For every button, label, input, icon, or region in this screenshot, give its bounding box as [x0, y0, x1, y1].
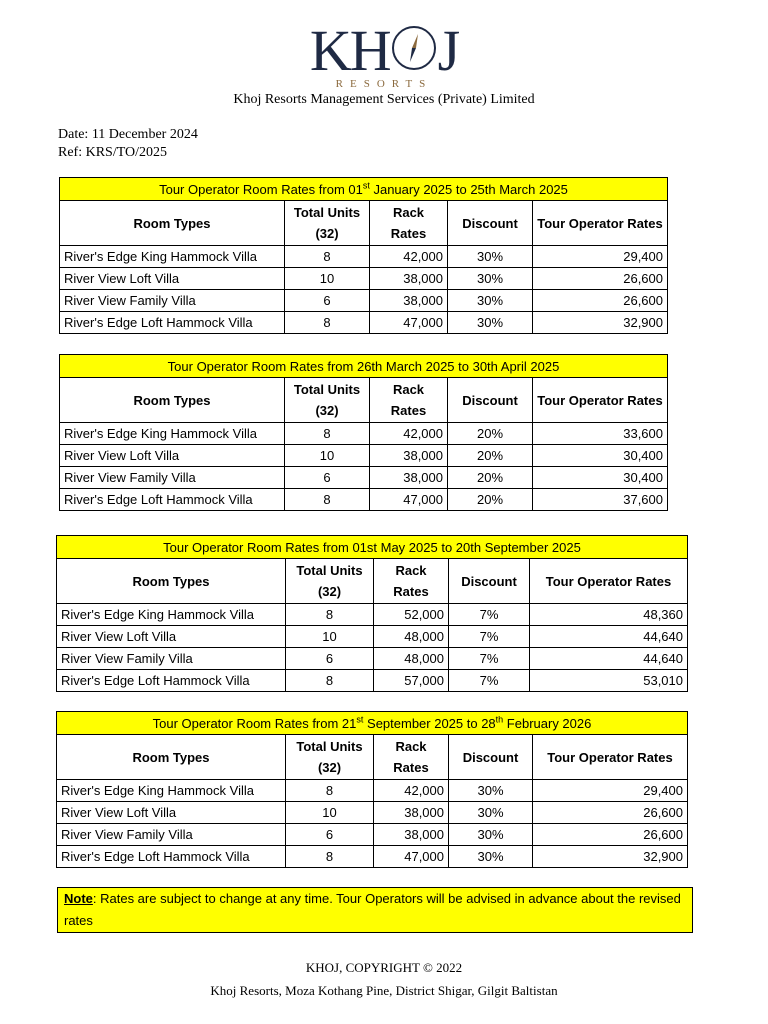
cell-discount: 7% [449, 626, 530, 648]
table-row [57, 670, 688, 692]
cell-units: 10 [286, 802, 374, 824]
logo-wordmark-right: J [437, 18, 459, 83]
table-row [57, 824, 688, 846]
cell-discount: 20% [448, 423, 533, 445]
cell-units: 8 [285, 423, 370, 445]
cell-units: 10 [285, 268, 370, 290]
cell-room-type: River's Edge King Hammock Villa [57, 780, 286, 802]
header-tour-operator-rates: Tour Operator Rates [533, 735, 688, 780]
rates-table-3 [56, 535, 688, 692]
cell-room-type: River's Edge King Hammock Villa [60, 423, 285, 445]
cell-tour-rate: 29,400 [533, 780, 688, 802]
cell-tour-rate: 26,600 [533, 802, 688, 824]
header-room-types: Room Types [57, 735, 286, 780]
cell-room-type: River View Family Villa [57, 824, 286, 846]
header-discount: Discount [448, 378, 533, 423]
cell-rack-rate: 48,000 [374, 648, 449, 670]
cell-discount: 7% [449, 670, 530, 692]
cell-tour-rate: 53,010 [530, 670, 688, 692]
header-discount: Discount [449, 735, 533, 780]
table-row [57, 846, 688, 868]
header-room-types: Room Types [60, 201, 285, 246]
cell-discount: 30% [449, 846, 533, 868]
header-discount: Discount [449, 559, 530, 604]
cell-room-type: River View Loft Villa [57, 802, 286, 824]
cell-discount: 30% [449, 802, 533, 824]
table-row [60, 445, 668, 467]
cell-room-type: River's Edge Loft Hammock Villa [57, 670, 286, 692]
rates-table-2 [59, 354, 668, 511]
table-row [57, 604, 688, 626]
cell-rack-rate: 52,000 [374, 604, 449, 626]
company-name: Khoj Resorts Management Services (Private) Limited [233, 92, 535, 107]
cell-tour-rate: 32,900 [533, 846, 688, 868]
rates-table-4 [56, 711, 688, 868]
cell-rack-rate: 38,000 [370, 290, 448, 312]
header-rack-rates: Rack Rates [374, 735, 449, 780]
rates-table-1 [59, 177, 668, 334]
table-row [60, 312, 668, 334]
table-title: Tour Operator Room Rates from 21st September 2025 to 28th February 2026 [57, 712, 688, 735]
cell-tour-rate: 26,600 [533, 824, 688, 846]
footer-address: Khoj Resorts, Moza Kothang Pine, District Shigar, Gilgit Baltistan [210, 983, 558, 998]
table-title: Tour Operator Room Rates from 01st May 2025 to 20th September 2025 [57, 536, 688, 559]
cell-discount: 30% [448, 268, 533, 290]
cell-room-type: River's Edge Loft Hammock Villa [60, 312, 285, 334]
cell-rack-rate: 38,000 [370, 445, 448, 467]
header-total-units: Total Units (32) [285, 378, 370, 423]
table-row [57, 780, 688, 802]
cell-rack-rate: 42,000 [370, 246, 448, 268]
cell-discount: 7% [449, 604, 530, 626]
cell-room-type: River View Family Villa [60, 290, 285, 312]
cell-rack-rate: 57,000 [374, 670, 449, 692]
cell-rack-rate: 42,000 [374, 780, 449, 802]
cell-discount: 30% [448, 246, 533, 268]
cell-units: 8 [286, 670, 374, 692]
rates-note [57, 887, 693, 933]
cell-tour-rate: 48,360 [530, 604, 688, 626]
cell-units: 6 [285, 467, 370, 489]
cell-rack-rate: 47,000 [370, 312, 448, 334]
cell-discount: 7% [449, 648, 530, 670]
cell-room-type: River's Edge Loft Hammock Villa [57, 846, 286, 868]
cell-room-type: River's Edge King Hammock Villa [60, 246, 285, 268]
cell-rack-rate: 47,000 [374, 846, 449, 868]
cell-units: 8 [285, 246, 370, 268]
header-total-units: Total Units (32) [286, 735, 374, 780]
table-title: Tour Operator Room Rates from 26th March 2025 to 30th April 2025 [60, 355, 668, 378]
cell-rack-rate: 48,000 [374, 626, 449, 648]
header-tour-operator-rates: Tour Operator Rates [533, 201, 668, 246]
table-row [60, 268, 668, 290]
cell-room-type: River View Loft Villa [60, 445, 285, 467]
cell-units: 10 [286, 626, 374, 648]
cell-units: 8 [285, 312, 370, 334]
table-title: Tour Operator Room Rates from 01st January 2025 to 25th March 2025 [60, 178, 668, 201]
cell-units: 8 [285, 489, 370, 511]
document-meta [58, 126, 198, 162]
cell-discount: 30% [449, 824, 533, 846]
cell-tour-rate: 29,400 [533, 246, 668, 268]
header-rack-rates: Rack Rates [370, 378, 448, 423]
cell-units: 6 [285, 290, 370, 312]
header-total-units: Total Units (32) [285, 201, 370, 246]
cell-rack-rate: 47,000 [370, 489, 448, 511]
cell-tour-rate: 26,600 [533, 290, 668, 312]
logo-subtitle: RESORTS [335, 78, 433, 90]
logo-wordmark-left: KH [309, 18, 390, 83]
cell-units: 10 [285, 445, 370, 467]
header-rack-rates: Rack Rates [370, 201, 448, 246]
header-tour-operator-rates: Tour Operator Rates [533, 378, 668, 423]
note-text: : Rates are subject to change at any time. Tour Operators will be advised in advance about the revised rates [64, 891, 681, 928]
cell-units: 6 [286, 648, 374, 670]
cell-discount: 30% [449, 780, 533, 802]
cell-room-type: River View Family Villa [60, 467, 285, 489]
cell-discount: 20% [448, 445, 533, 467]
cell-rack-rate: 38,000 [374, 802, 449, 824]
compass-icon [392, 26, 436, 70]
footer-copyright: KHOJ, COPYRIGHT © 2022 [305, 960, 463, 975]
cell-rack-rate: 38,000 [370, 467, 448, 489]
table-row [60, 246, 668, 268]
cell-discount: 30% [448, 290, 533, 312]
cell-units: 6 [286, 824, 374, 846]
table-row [57, 802, 688, 824]
table-row [57, 648, 688, 670]
table-row [60, 467, 668, 489]
cell-rack-rate: 38,000 [370, 268, 448, 290]
cell-units: 8 [286, 604, 374, 626]
cell-discount: 20% [448, 489, 533, 511]
cell-tour-rate: 30,400 [533, 467, 668, 489]
header-room-types: Room Types [60, 378, 285, 423]
document-ref: Ref: KRS/TO/2025 [58, 145, 168, 160]
header-rack-rates: Rack Rates [374, 559, 449, 604]
document-date: Date: 11 December 2024 [58, 127, 198, 142]
cell-discount: 30% [448, 312, 533, 334]
cell-room-type: River View Loft Villa [57, 626, 286, 648]
header-total-units: Total Units (32) [286, 559, 374, 604]
cell-tour-rate: 26,600 [533, 268, 668, 290]
cell-tour-rate: 32,900 [533, 312, 668, 334]
cell-room-type: River View Family Villa [57, 648, 286, 670]
header-room-types: Room Types [57, 559, 286, 604]
logo-wordmark [309, 18, 459, 83]
table-row [60, 489, 668, 511]
cell-tour-rate: 44,640 [530, 626, 688, 648]
header-discount: Discount [448, 201, 533, 246]
cell-rack-rate: 42,000 [370, 423, 448, 445]
cell-discount: 20% [448, 467, 533, 489]
cell-room-type: River's Edge King Hammock Villa [57, 604, 286, 626]
table-row [60, 423, 668, 445]
company-logo [0, 18, 768, 90]
cell-room-type: River's Edge Loft Hammock Villa [60, 489, 285, 511]
cell-tour-rate: 30,400 [533, 445, 668, 467]
header-tour-operator-rates: Tour Operator Rates [530, 559, 688, 604]
cell-units: 8 [286, 780, 374, 802]
cell-units: 8 [286, 846, 374, 868]
cell-room-type: River View Loft Villa [60, 268, 285, 290]
cell-rack-rate: 38,000 [374, 824, 449, 846]
note-label: Note [64, 891, 93, 906]
cell-tour-rate: 44,640 [530, 648, 688, 670]
cell-tour-rate: 33,600 [533, 423, 668, 445]
cell-tour-rate: 37,600 [533, 489, 668, 511]
table-row [57, 626, 688, 648]
table-row [60, 290, 668, 312]
